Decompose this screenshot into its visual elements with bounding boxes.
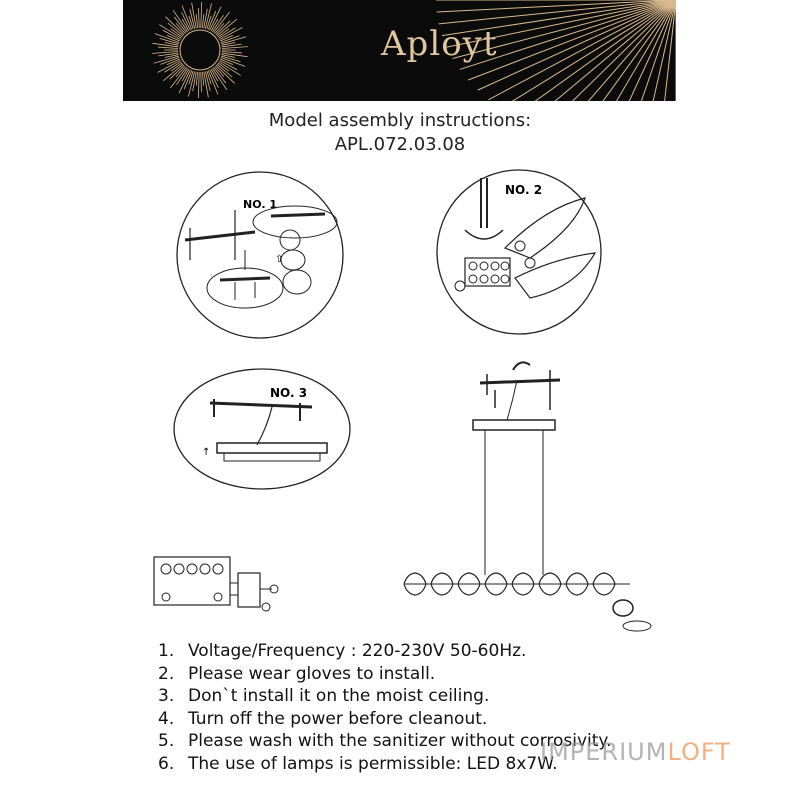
- page-title: Model assembly instructions:: [268, 110, 532, 131]
- list-item: 6. The use of lamps is permissible: LED 8x7W.: [158, 753, 558, 774]
- list-item: 5. Please wash with the sanitizer without corrosivity.: [158, 731, 612, 751]
- step1-diagram: [175, 170, 345, 340]
- watermark: IMPERIUMLOFT: [540, 738, 731, 766]
- brand-banner: [123, 0, 676, 101]
- step1-label: NO. 1: [243, 198, 277, 211]
- list-item: 2. Please wear gloves to install.: [158, 663, 436, 684]
- step2-diagram: [435, 168, 603, 336]
- model-number: APL.072.03.08: [334, 134, 466, 155]
- step3-diagram: [172, 367, 352, 492]
- step3-label: NO. 3: [270, 386, 308, 400]
- list-item: 1. Voltage/Frequency : 220-230V 50-60Hz.: [158, 641, 527, 661]
- arrow-up-icon: ↑: [202, 447, 211, 458]
- wiring-diagram: [152, 553, 282, 618]
- list-item: 3. Don`t install it on the moist ceiling.: [158, 686, 490, 706]
- arrow-up-icon: ⇧: [275, 254, 284, 265]
- list-item: 4. Turn off the power before cleanout.: [158, 708, 488, 729]
- step2-label: NO. 2: [505, 183, 543, 197]
- fixture-assembly-diagram: [395, 350, 665, 640]
- brand-name: Aployt: [381, 24, 498, 64]
